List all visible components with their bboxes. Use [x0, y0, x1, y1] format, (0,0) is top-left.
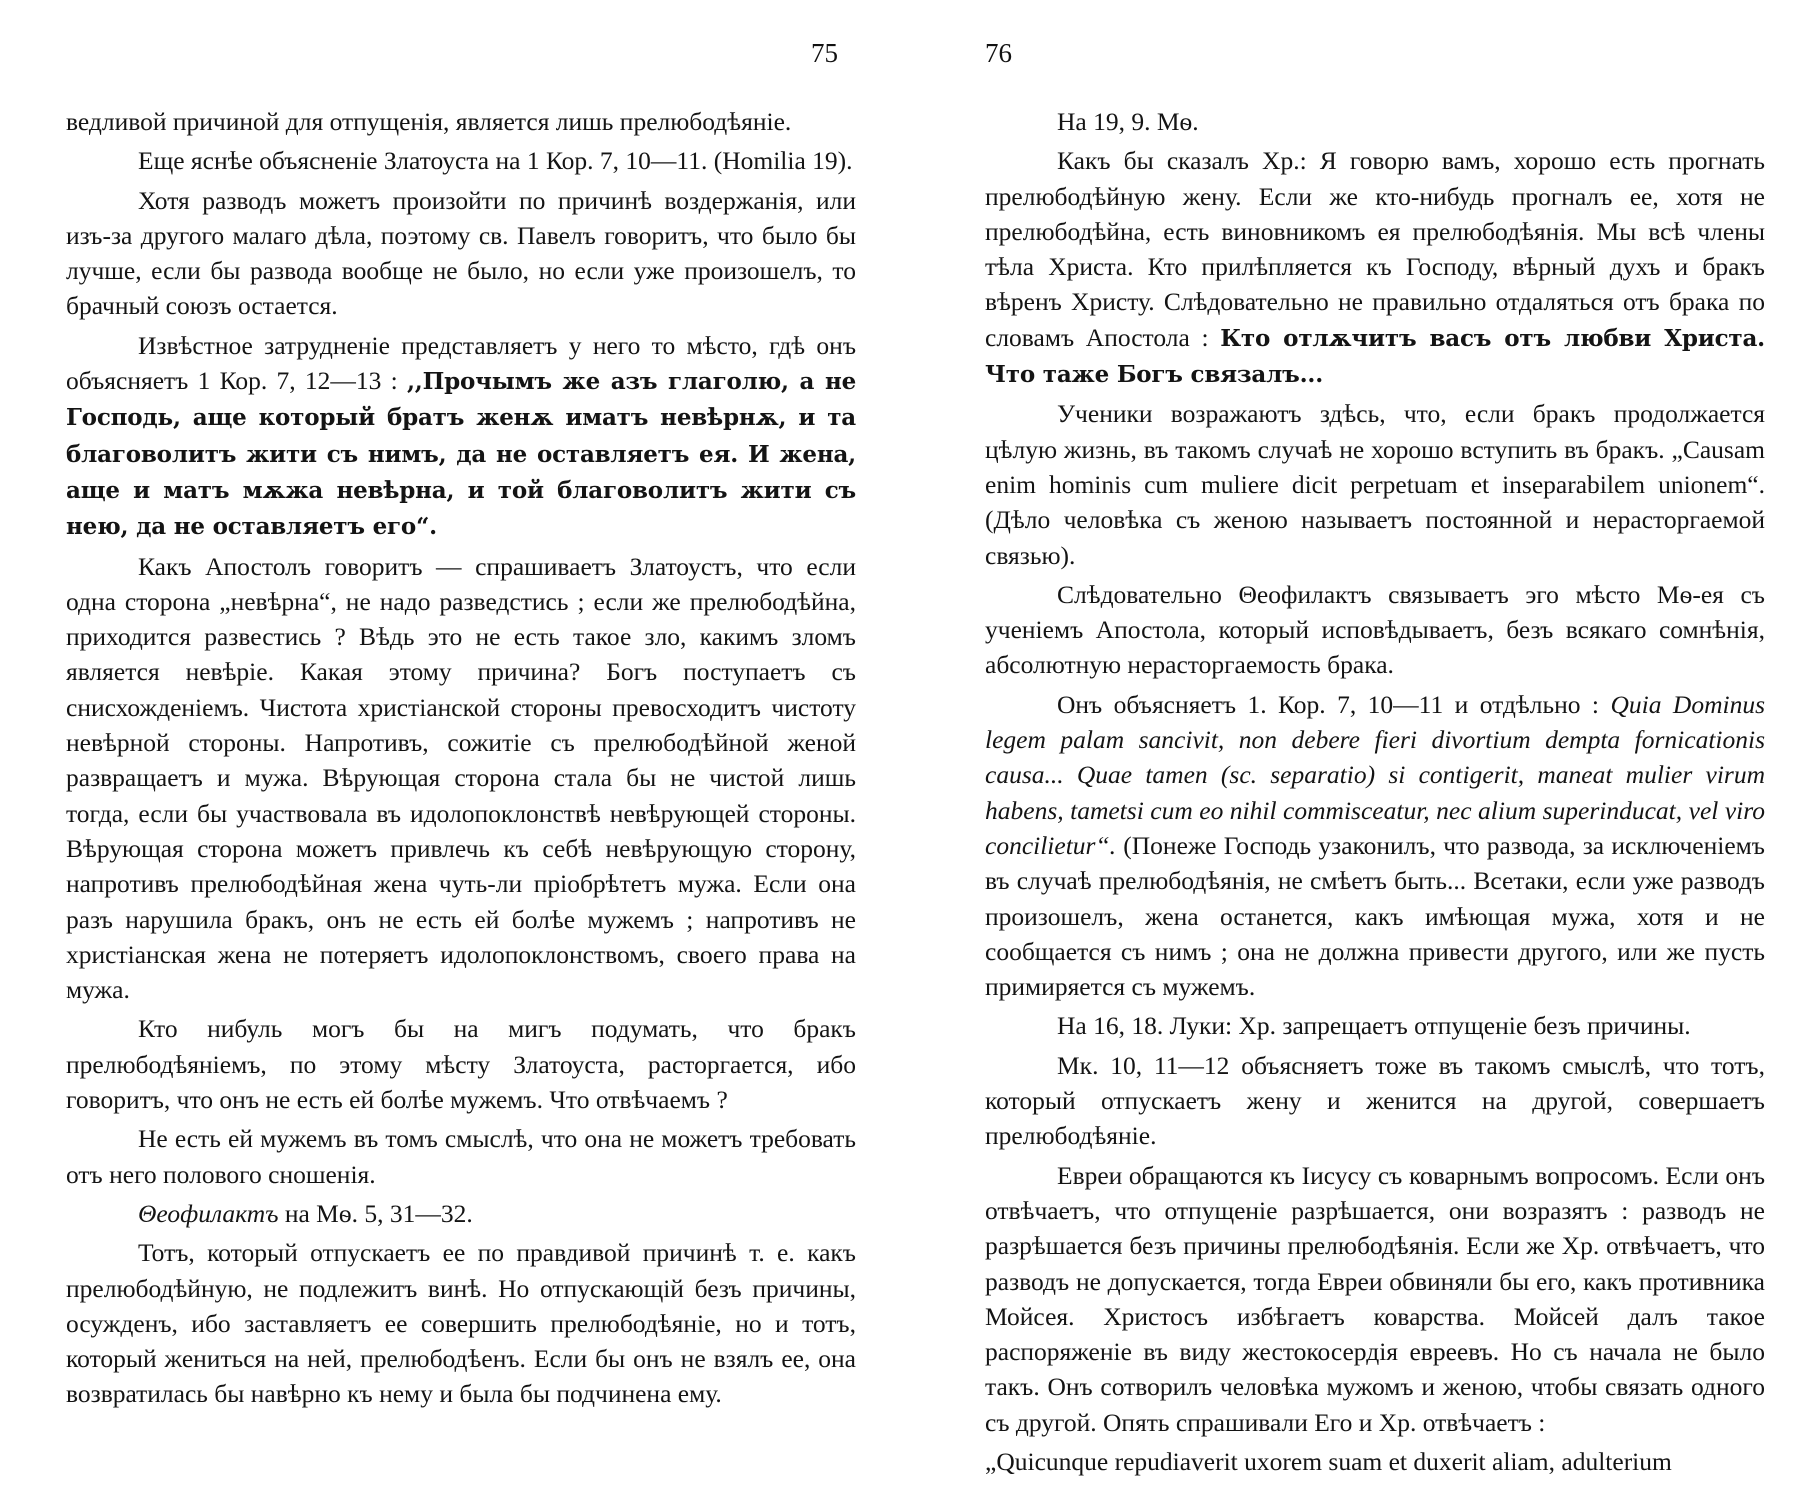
scripture-quote: Кто отлѫчитъ васъ отъ любви Христа. Что таже Богъ связалъ...	[985, 324, 1765, 389]
paragraph: Хотя разводъ можетъ произойти по причинѣ воздержанія, или изъ-за другого малаго дѣла, поэтому св. Павелъ говоритъ, что было бы лучше, если бы развода вообще не было, но если уже произошелъ, то брачный союзъ остается.	[66, 185, 856, 321]
page-text	[66, 104, 856, 1416]
paragraph: Какъ Апостолъ говоритъ — спрашиваетъ Златоустъ, что если одна сторона „невѣрна“, не надо разведстись ; если же прелюбодѣйна, приходится развестись ? Вѣдь это не есть такое зло, какимъ зломъ является невѣріе. Какая этому причина? Богъ поступаетъ съ снисхожденіемъ. Чистота христіанской стороны превосходитъ чистоту невѣрной стороны. Напротивъ, сожитіе съ прелюбодѣйной женой развращаетъ и мужа. Вѣрующая сторона стала бы не чистой лишь тогда, если бы участвовала въ идолопоклонствѣ невѣрующей стороны. Вѣрующая сторона можетъ привлечь къ себѣ невѣрующую сторону, напротивъ прелюбодѣйная жена чуть-ли пріобрѣтетъ мужа. Если она разъ нарушила бракъ, онъ не есть ей болѣе мужемъ ; напротивъ не христіанская жена не потеряетъ идолопоклонствомъ, своего права на мужа.	[66, 551, 856, 1005]
scripture-quote: ,,Прочымъ же азъ глаголю, а не Господь, аще который братъ женѫ иматъ невѣрнѫ, и та благоволитъ жити съ нимъ, да не оставляетъ ея. И жена, аще и матъ мѫжа невѣрна, и той благоволитъ жити съ нею, да не оставляетъ его“.	[66, 368, 857, 541]
paragraph: На 16, 18. Луки: Хр. запрещаетъ отпущеніе безъ причины.	[1057, 1011, 1691, 1041]
paragraph: Слѣдовательно Θеофилактъ связываетъ эго мѣсто Мѳ-ея съ ученіемъ Апостола, который исповѣдываетъ, безъ всякаго сомнѣнія, абсолютную нерасторгаемость брака.	[985, 579, 1765, 680]
paragraph	[66, 1196, 856, 1231]
paragraph: Мк. 10, 11—12 объясняетъ тоже въ такомъ смыслѣ, что тотъ, который отпускаетъ жену и женится на другой, совершаетъ прелюбодѣяніе.	[985, 1050, 1765, 1151]
latin-quote: Quia Dominus legem palam sancivit, non debere fieri divortium dempta fornicationis causa... Quae tamen (sc. separatio) si contigerit, maneat mulier virum habens, tametsi cum eo nihil commisceatur, nec alium superinducat, vel viro concilietur“.	[985, 689, 1765, 860]
author-name: Θеофилактъ	[138, 1198, 279, 1228]
paragraph	[985, 143, 1765, 392]
paragraph: Евреи обращаются къ Іисусу съ коварнымъ вопросомъ. Если онъ отвѣчаетъ, что отпущеніе разрѣшается, они возразятъ : разводъ не разрѣшается безъ причины прелюбодѣянія. Если же Хр. отвѣчаетъ, что разводъ не допускается, тогда Евреи обвиняли бы его, какъ противника Мойсея. Христосъ избѣгаетъ коварства. Мойсей далъ такое распоряженіе въ виду жестокосердія евреевъ. Но съ начала не было такъ. Онъ сотворилъ человѣка мужомъ и женою, чтобы связать одного съ другой. Опять спрашивали Его и Хр. отвѣчаетъ :	[985, 1160, 1765, 1437]
paragraph: Не есть ей мужемъ въ томъ смыслѣ, что она не можетъ требовать отъ него полового сношенія.	[66, 1124, 856, 1189]
paragraph-text: Извѣстное затрудненіе представляетъ у него то мѣсто, гдѣ онъ объясняетъ 1 Кор. 7, 12—13 :	[66, 330, 856, 396]
paragraph	[66, 328, 856, 545]
page-text	[985, 104, 1765, 1483]
paragraph: ведливой причиной для отпущенія, является лишь прелюбодѣяніе.	[66, 107, 792, 136]
right-page	[985, 0, 1765, 1500]
paragraph: Еще яснѣе объясненіе Златоуста на 1 Кор. 7, 10—11. (Homilia 19).	[138, 146, 853, 176]
paragraph: „Quicunque repudiaverit uxorem suam et duxerit aliam, adulterium	[985, 1446, 1672, 1476]
page-number: 76	[985, 38, 1012, 68]
section-heading: На 19, 9. Мѳ.	[1057, 107, 1199, 136]
paragraph-text: Какъ бы сказалъ Хр.: Я говорю вамъ, хорошо есть прогнать прелюбодѣйную жену. Если же кто-нибудь прогналъ ее, хотя не прелюбодѣйна, есть виновникомъ ея прелюбодѣянія. Мы всѣ члены тѣла Христа. Кто прилѣпляется къ Господу, вѣрный духъ и бракъ вѣренъ Христу. Слѣдовательно не правильно отдаляться отъ брака по словамъ Апостола :	[985, 146, 1765, 352]
paragraph: Тотъ, который отпускаетъ ее по правдивой причинѣ т. е. какъ прелюбодѣйную, не подлежитъ винѣ. Но отпускающій безъ причины, осужденъ, ибо заставляетъ ее совершить прелюбодѣяніе, но и тотъ, который жениться на ней, прелюбодѣенъ. Если бы онъ не взялъ ее, она возвратилась бы навѣрно къ нему и была бы подчинена ему.	[66, 1238, 856, 1409]
paragraph-text: Онъ объясняетъ 1. Кор. 7, 10—11 и отдѣльно :	[1057, 689, 1600, 719]
left-page	[66, 0, 856, 1500]
paragraph	[985, 687, 1765, 1005]
paragraph: Кто нибуль могъ бы на мигъ подумать, что бракъ прелюбодѣяніемъ, по этому мѣсту Златоуста, расторгается, ибо говоритъ, что онъ не есть ей болѣе мужемъ. Что отвѣчаемъ ?	[66, 1014, 856, 1115]
page-number: 75	[811, 38, 838, 68]
paragraph-text: на Мѳ. 5, 31—32.	[284, 1198, 473, 1228]
paragraph-text: (Понеже Господь узаконилъ, что развода, за исключеніемъ въ случаѣ прелюбодѣянія, не смѣетъ быть... Всетаки, если уже разводъ произошелъ, жена останется, какъ имѣющая мужа, хотя и не сообщается съ нимъ ; она не должна привести другого, или же пусть примиряется съ мужемъ.	[985, 830, 1765, 1002]
paragraph: Ученики возражаютъ здѣсь, что, если бракъ продолжается цѣлую жизнь, въ такомъ случаѣ не хорошо вступить въ бракъ. „Causam enim hominis cum muliere dicit perpetuam et inseparabilem unionem“. (Дѣло человѣка съ женою называетъ постоянной и нерасторгаемой связью).	[985, 399, 1765, 570]
